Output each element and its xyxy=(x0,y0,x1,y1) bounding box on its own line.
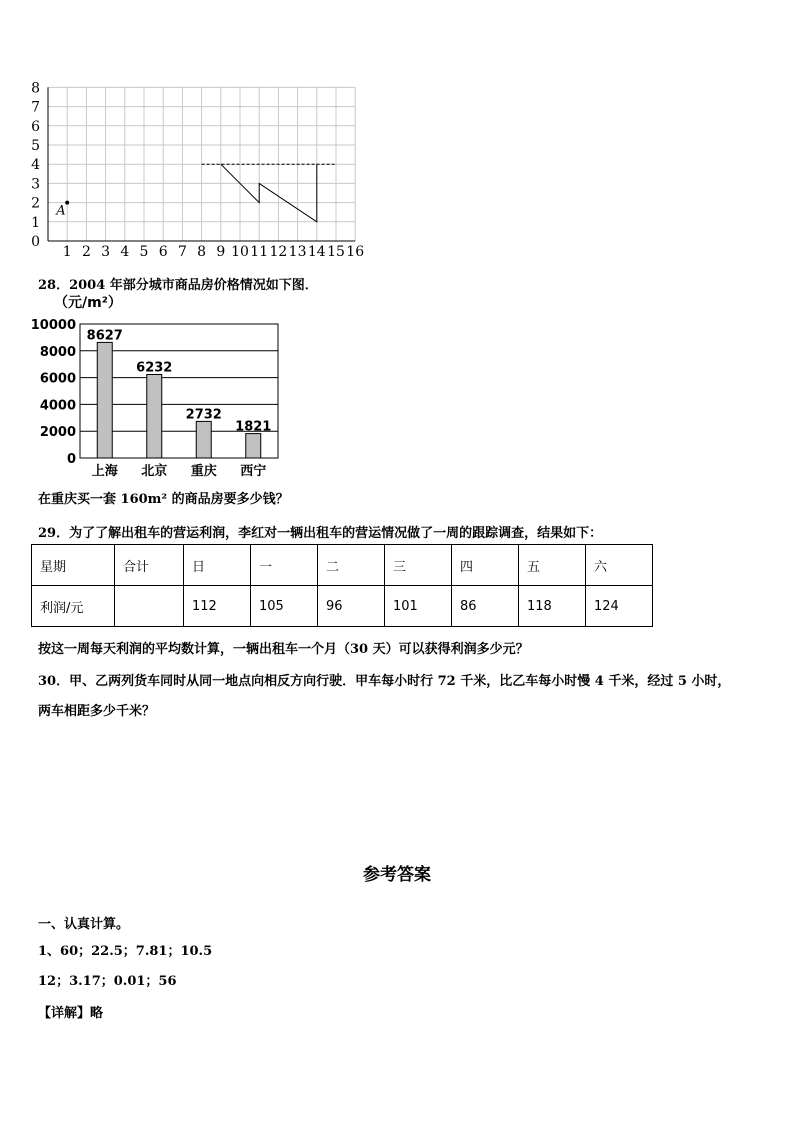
table-cell: 利润/元 xyxy=(32,586,115,627)
x-tick-label: 11 xyxy=(250,244,269,260)
table-cell: 二 xyxy=(318,545,385,586)
question-28-ask: 在重庆买一套 160m² 的商品房要多少钱？ xyxy=(38,492,289,507)
bar-chart xyxy=(30,290,290,482)
grid-chart xyxy=(30,78,370,260)
y-tick-label: 5 xyxy=(31,138,40,154)
table-cell: 96 xyxy=(318,586,385,627)
answer-detail: 【详解】略 xyxy=(38,1006,104,1021)
question-28: 28．2004 年部分城市商品房价格情况如下图． xyxy=(38,278,318,293)
answer-line-1: 1、60；22.5；7.81；10.5 xyxy=(38,944,213,959)
answers-title: 参考答案 xyxy=(363,865,431,885)
question-29-ask: 按这一周每天利润的平均数计算，一辆出租车一个月（30 天）可以获得利润多少元？ xyxy=(38,642,529,657)
x-tick-label: 2 xyxy=(81,244,91,260)
y-tick-label: 2000 xyxy=(39,425,76,441)
y-tick-label: 6 xyxy=(31,118,40,135)
table-cell: 86 xyxy=(452,586,519,627)
x-tick-label: 1 xyxy=(62,244,72,260)
x-tick-label: 8 xyxy=(197,244,207,260)
x-tick-label: 7 xyxy=(177,244,187,260)
bar xyxy=(246,434,261,458)
x-tick-label: 6 xyxy=(158,244,168,260)
question-30-line2: 两车相距多少千米？ xyxy=(38,704,156,719)
table-cell: 三 xyxy=(385,545,452,586)
profit-table xyxy=(31,544,653,627)
x-tick-label: 5 xyxy=(139,244,149,260)
x-tick-label: 4 xyxy=(120,244,130,260)
point-a xyxy=(65,201,69,205)
x-tick-label: 3 xyxy=(101,244,111,260)
y-tick-label: 0 xyxy=(66,452,76,467)
y-axis-label: （元/m²） xyxy=(54,295,122,311)
table-cell: 合计 xyxy=(115,545,184,586)
y-tick-label: 6000 xyxy=(39,371,76,387)
table-cell: 日 xyxy=(184,545,251,586)
answers-section: 一、认真计算。 xyxy=(38,917,130,932)
table-cell: 112 xyxy=(184,586,251,627)
shape-polyline xyxy=(221,164,317,222)
table-cell: 118 xyxy=(519,586,586,627)
data-label: 8627 xyxy=(86,328,123,344)
x-tick-label: 9 xyxy=(216,244,226,260)
x-tick-label: 16 xyxy=(346,244,365,260)
point-a-label: A xyxy=(56,203,66,219)
table-row xyxy=(32,545,653,586)
y-tick-label: 8000 xyxy=(39,344,76,360)
x-tick-label: 15 xyxy=(327,244,345,260)
y-tick-label: 10000 xyxy=(30,318,76,333)
y-tick-label: 3 xyxy=(31,176,40,193)
x-tick-label: 13 xyxy=(288,244,307,260)
bar xyxy=(196,421,211,458)
question-29: 29．为了了解出租车的营运利润，李红对一辆出租车的营运情况做了一周的跟踪调查，结果如下： xyxy=(38,526,603,541)
table-cell: 101 xyxy=(385,586,452,627)
x-tick-label: 12 xyxy=(269,244,288,260)
category-label: 北京 xyxy=(141,464,168,479)
y-tick-label: 4000 xyxy=(39,398,76,414)
table-cell: 105 xyxy=(251,586,318,627)
table-cell: 一 xyxy=(251,545,318,586)
question-30-line1: 30．甲、乙两列货车同时从同一地点向相反方向行驶．甲车每小时行 72 千米，比乙车每小时慢 4 千米，经过 5 小时， xyxy=(38,674,731,689)
table-cell: 四 xyxy=(452,545,519,586)
bar xyxy=(97,342,112,458)
table-row xyxy=(32,586,653,627)
category-label: 上海 xyxy=(91,464,118,479)
table-cell: 星期 xyxy=(32,545,115,586)
table-cell xyxy=(115,586,184,627)
y-tick-label: 1 xyxy=(31,214,40,231)
y-tick-label: 0 xyxy=(31,234,40,250)
y-tick-label: 4 xyxy=(31,157,40,174)
data-label: 6232 xyxy=(136,360,173,376)
x-tick-label: 14 xyxy=(307,244,326,260)
bar xyxy=(147,374,162,458)
table-cell: 六 xyxy=(586,545,653,586)
data-label: 1821 xyxy=(235,419,272,435)
category-label: 重庆 xyxy=(190,464,217,479)
table-cell: 五 xyxy=(519,545,586,586)
y-tick-label: 7 xyxy=(31,99,40,116)
data-label: 2732 xyxy=(185,407,222,423)
y-tick-label: 8 xyxy=(31,80,40,97)
answer-line-2: 12；3.17；0.01；56 xyxy=(38,974,177,989)
table-cell: 124 xyxy=(586,586,653,627)
x-tick-label: 10 xyxy=(231,244,249,260)
category-label: 西宁 xyxy=(240,464,267,479)
y-tick-label: 2 xyxy=(31,195,40,212)
